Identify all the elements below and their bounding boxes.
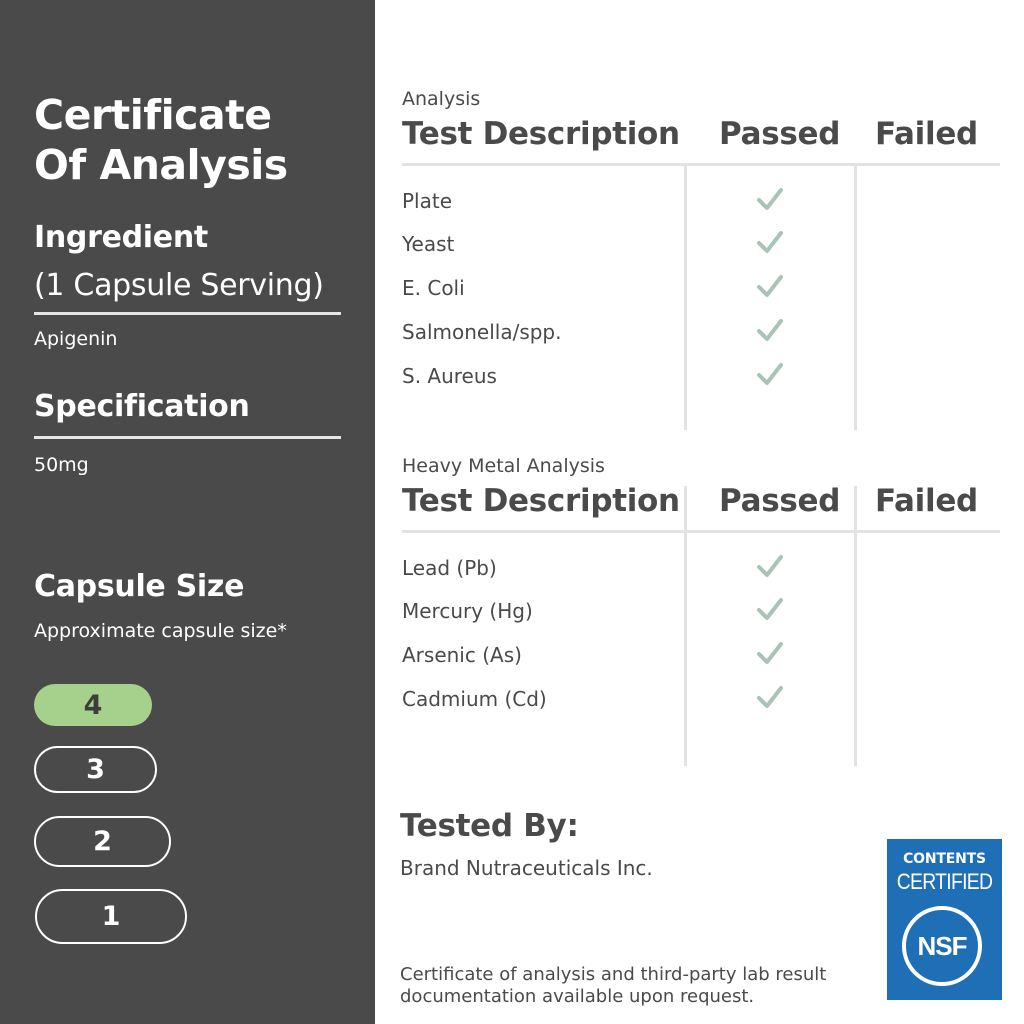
analysis-col-test: Test Description: [402, 116, 680, 152]
check-icon: [756, 228, 784, 256]
analysis-section-label: Analysis: [402, 88, 481, 110]
check-icon: [756, 272, 784, 300]
table-header-divider: [402, 530, 1000, 533]
capsule-size-note: Approximate capsule size*: [34, 620, 287, 642]
table-row: E. Coli: [402, 276, 465, 300]
nsf-seal-icon: [902, 906, 982, 986]
badge-seal-text: NSF: [917, 930, 967, 961]
capsule-size-4: 4: [34, 684, 152, 726]
sidebar-panel: [0, 0, 375, 1024]
capsule-size-3: 3: [34, 746, 157, 793]
nsf-certified-logo: [887, 839, 1002, 1000]
table-row: Mercury (Hg): [402, 599, 533, 623]
check-icon: [756, 595, 784, 623]
tested-by-company: Brand Nutraceuticals Inc.: [400, 856, 653, 880]
divider: [34, 312, 341, 315]
table-row: Cadmium (Cd): [402, 687, 547, 711]
heavy-metal-col-failed: Failed: [875, 483, 978, 519]
title-line-1: Certificate: [34, 91, 272, 139]
analysis-col-passed: Passed: [719, 116, 841, 152]
ingredient-value: Apigenin: [34, 328, 118, 350]
specification-value: 50mg: [34, 454, 89, 476]
title-line-2: Of Analysis: [34, 141, 288, 189]
table-header-divider: [402, 163, 1000, 166]
column-divider: [854, 166, 857, 430]
table-row: Arsenic (As): [402, 643, 522, 667]
specification-heading: Specification: [34, 389, 250, 424]
footnote: Certificate of analysis and third-party lab result documentation available upon request.: [400, 964, 827, 1007]
column-divider: [684, 486, 687, 766]
check-icon: [756, 316, 784, 344]
check-icon: [756, 639, 784, 667]
check-icon: [756, 683, 784, 711]
table-row: Lead (Pb): [402, 556, 497, 580]
table-row: Salmonella/spp.: [402, 320, 562, 344]
badge-line-2: CERTIFIED: [896, 869, 993, 894]
divider: [34, 436, 341, 439]
capsule-size-heading: Capsule Size: [34, 569, 245, 604]
badge-line-1: CONTENTS: [903, 851, 986, 867]
ingredient-heading: Ingredient: [34, 220, 208, 255]
check-icon: [756, 552, 784, 580]
check-icon: [756, 360, 784, 388]
serving-subheading: (1 Capsule Serving): [34, 268, 324, 303]
heavy-metal-section-label: Heavy Metal Analysis: [402, 455, 605, 477]
analysis-col-failed: Failed: [875, 116, 978, 152]
table-row: Plate: [402, 189, 453, 213]
capsule-size-2: 2: [34, 816, 171, 867]
check-icon: [756, 185, 784, 213]
tested-by-heading: Tested By:: [400, 808, 579, 844]
column-divider: [854, 486, 857, 766]
table-row: Yeast: [402, 232, 455, 256]
heavy-metal-col-passed: Passed: [719, 483, 841, 519]
heavy-metal-col-test: Test Description: [402, 483, 680, 519]
page-title: [34, 90, 288, 190]
capsule-size-1: 1: [35, 889, 187, 944]
table-row: S. Aureus: [402, 364, 497, 388]
column-divider: [684, 166, 687, 430]
